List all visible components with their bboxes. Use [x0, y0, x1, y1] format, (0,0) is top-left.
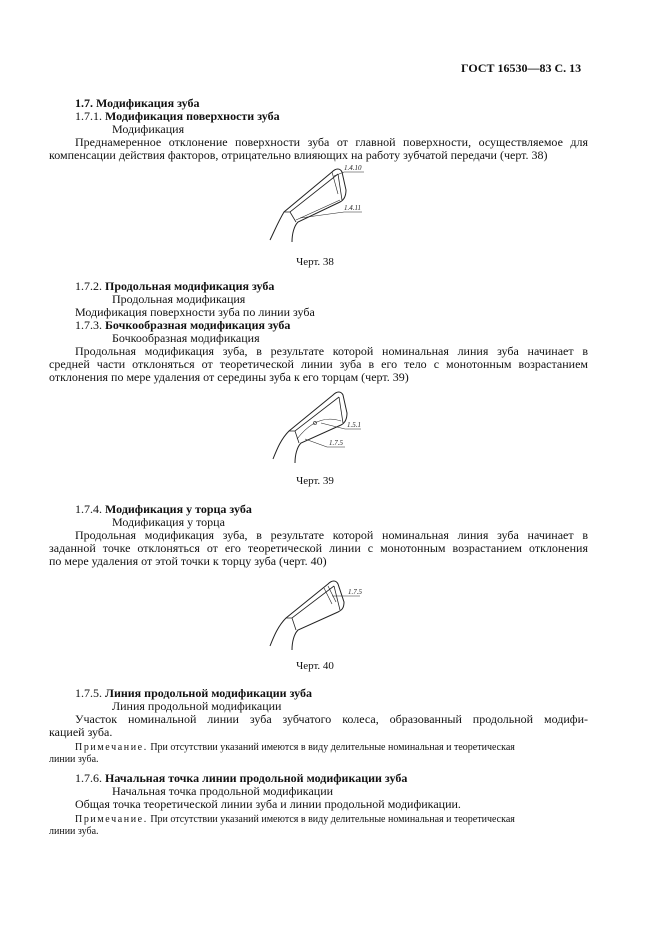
term-synonym: Продольная модификация [112, 292, 246, 306]
figure-38-caption: Черт. 38 [296, 256, 334, 268]
definition-line: Продольная модификация зуба, в результате которой номинальная линия зуба начинает в [75, 344, 588, 358]
section-number: 1.7.5. [75, 686, 102, 700]
definition-line: заданной точке отклоняться от его теоретической линии с монотонным возрастанием отклонения [49, 541, 588, 555]
definition-line: Продольная модификация зуба, в результате которой номинальная линия зуба начинает в [75, 528, 588, 542]
definition-line: Общая точка теоретической линии зуба и линии продольной модификации. [75, 797, 461, 811]
section-title: Модификация поверхности зуба [105, 109, 280, 123]
definition-line: Участок номинальной линии зуба зубчатого колеса, образованный продольной модифи- [75, 712, 588, 726]
section-1-7-6-heading [75, 771, 588, 785]
section-1-7-4-heading [75, 502, 588, 516]
figure-38-label-a: 1.4.10 [344, 164, 362, 172]
figure-39-drawing [265, 383, 375, 468]
note-label: Примечание. [75, 742, 148, 753]
term-synonym: Линия продольной модификации [112, 699, 282, 713]
figure-40-caption: Черт. 40 [296, 660, 334, 672]
section-title: Продольная модификация зуба [105, 279, 275, 293]
term-synonym: Начальная точка продольной модификации [112, 784, 334, 798]
note-text: При отсутствии указаний имеются в виду делительные номинальная и теоретическая [150, 814, 515, 825]
definition-line: Преднамеренное отклонение поверхности зуба от главной поверхности, осуществляемое для [75, 135, 588, 149]
figure-39-label-a: 1.5.1 [347, 421, 361, 429]
page-header: ГОСТ 16530—83 С. 13 [461, 61, 582, 75]
section-title: Бочкообразная модификация зуба [105, 318, 291, 332]
note-label: Примечание. [75, 814, 148, 825]
note-line [75, 814, 588, 826]
definition-line: компенсации действия факторов, отрицательно влияющих на работу зубчатой передачи (черт. 38) [49, 148, 548, 162]
definition-line: отклонения по мере удаления от середины зуба к его торцам (черт. 39) [49, 370, 409, 384]
section-title: Линия продольной модификации зуба [105, 686, 312, 700]
section-1-7-3-heading [75, 318, 588, 332]
note-text: При отсутствии указаний имеются в виду делительные номинальная и теоретическая [150, 742, 515, 753]
section-number: 1.7.3. [75, 318, 102, 332]
section-1-7-2-heading [75, 279, 588, 293]
term-synonym: Модификация у торца [112, 515, 225, 529]
definition-line: средней части отклоняться от теоретической линии зуба в его тело с монотонным возрастанием [49, 357, 588, 371]
term-synonym: Бочкообразная модификация [112, 331, 260, 345]
section-title: Модификация у торца зуба [105, 502, 252, 516]
figure-38-drawing [260, 160, 380, 250]
section-number: 1.7.6. [75, 771, 102, 785]
figure-38-label-b: 1.4.11 [344, 204, 361, 212]
figure-40-drawing [262, 570, 377, 655]
term-synonym: Модификация [112, 122, 185, 136]
note-line: линии зуба. [49, 754, 99, 765]
section-title: Начальная точка линии продольной модификации зуба [105, 771, 408, 785]
section-1-7-title: 1.7. Модификация зуба [75, 96, 200, 110]
section-number: 1.7.1. [75, 109, 102, 123]
figure-39-caption: Черт. 39 [296, 475, 334, 487]
definition-line: по мере удаления от этой точки к торцу зуба (черт. 40) [49, 554, 327, 568]
section-number: 1.7.2. [75, 279, 102, 293]
note-line [75, 742, 588, 754]
note-line: линии зуба. [49, 826, 99, 837]
figure-40-label: 1.7.5 [348, 588, 362, 596]
definition-line: Модификация поверхности зуба по линии зуба [75, 305, 315, 319]
section-1-7-5-heading [75, 686, 588, 700]
figure-39-label-b: 1.7.5 [329, 439, 343, 447]
section-1-7-1-heading [75, 109, 588, 123]
definition-line: кацией зуба. [49, 725, 113, 739]
section-number: 1.7.4. [75, 502, 102, 516]
